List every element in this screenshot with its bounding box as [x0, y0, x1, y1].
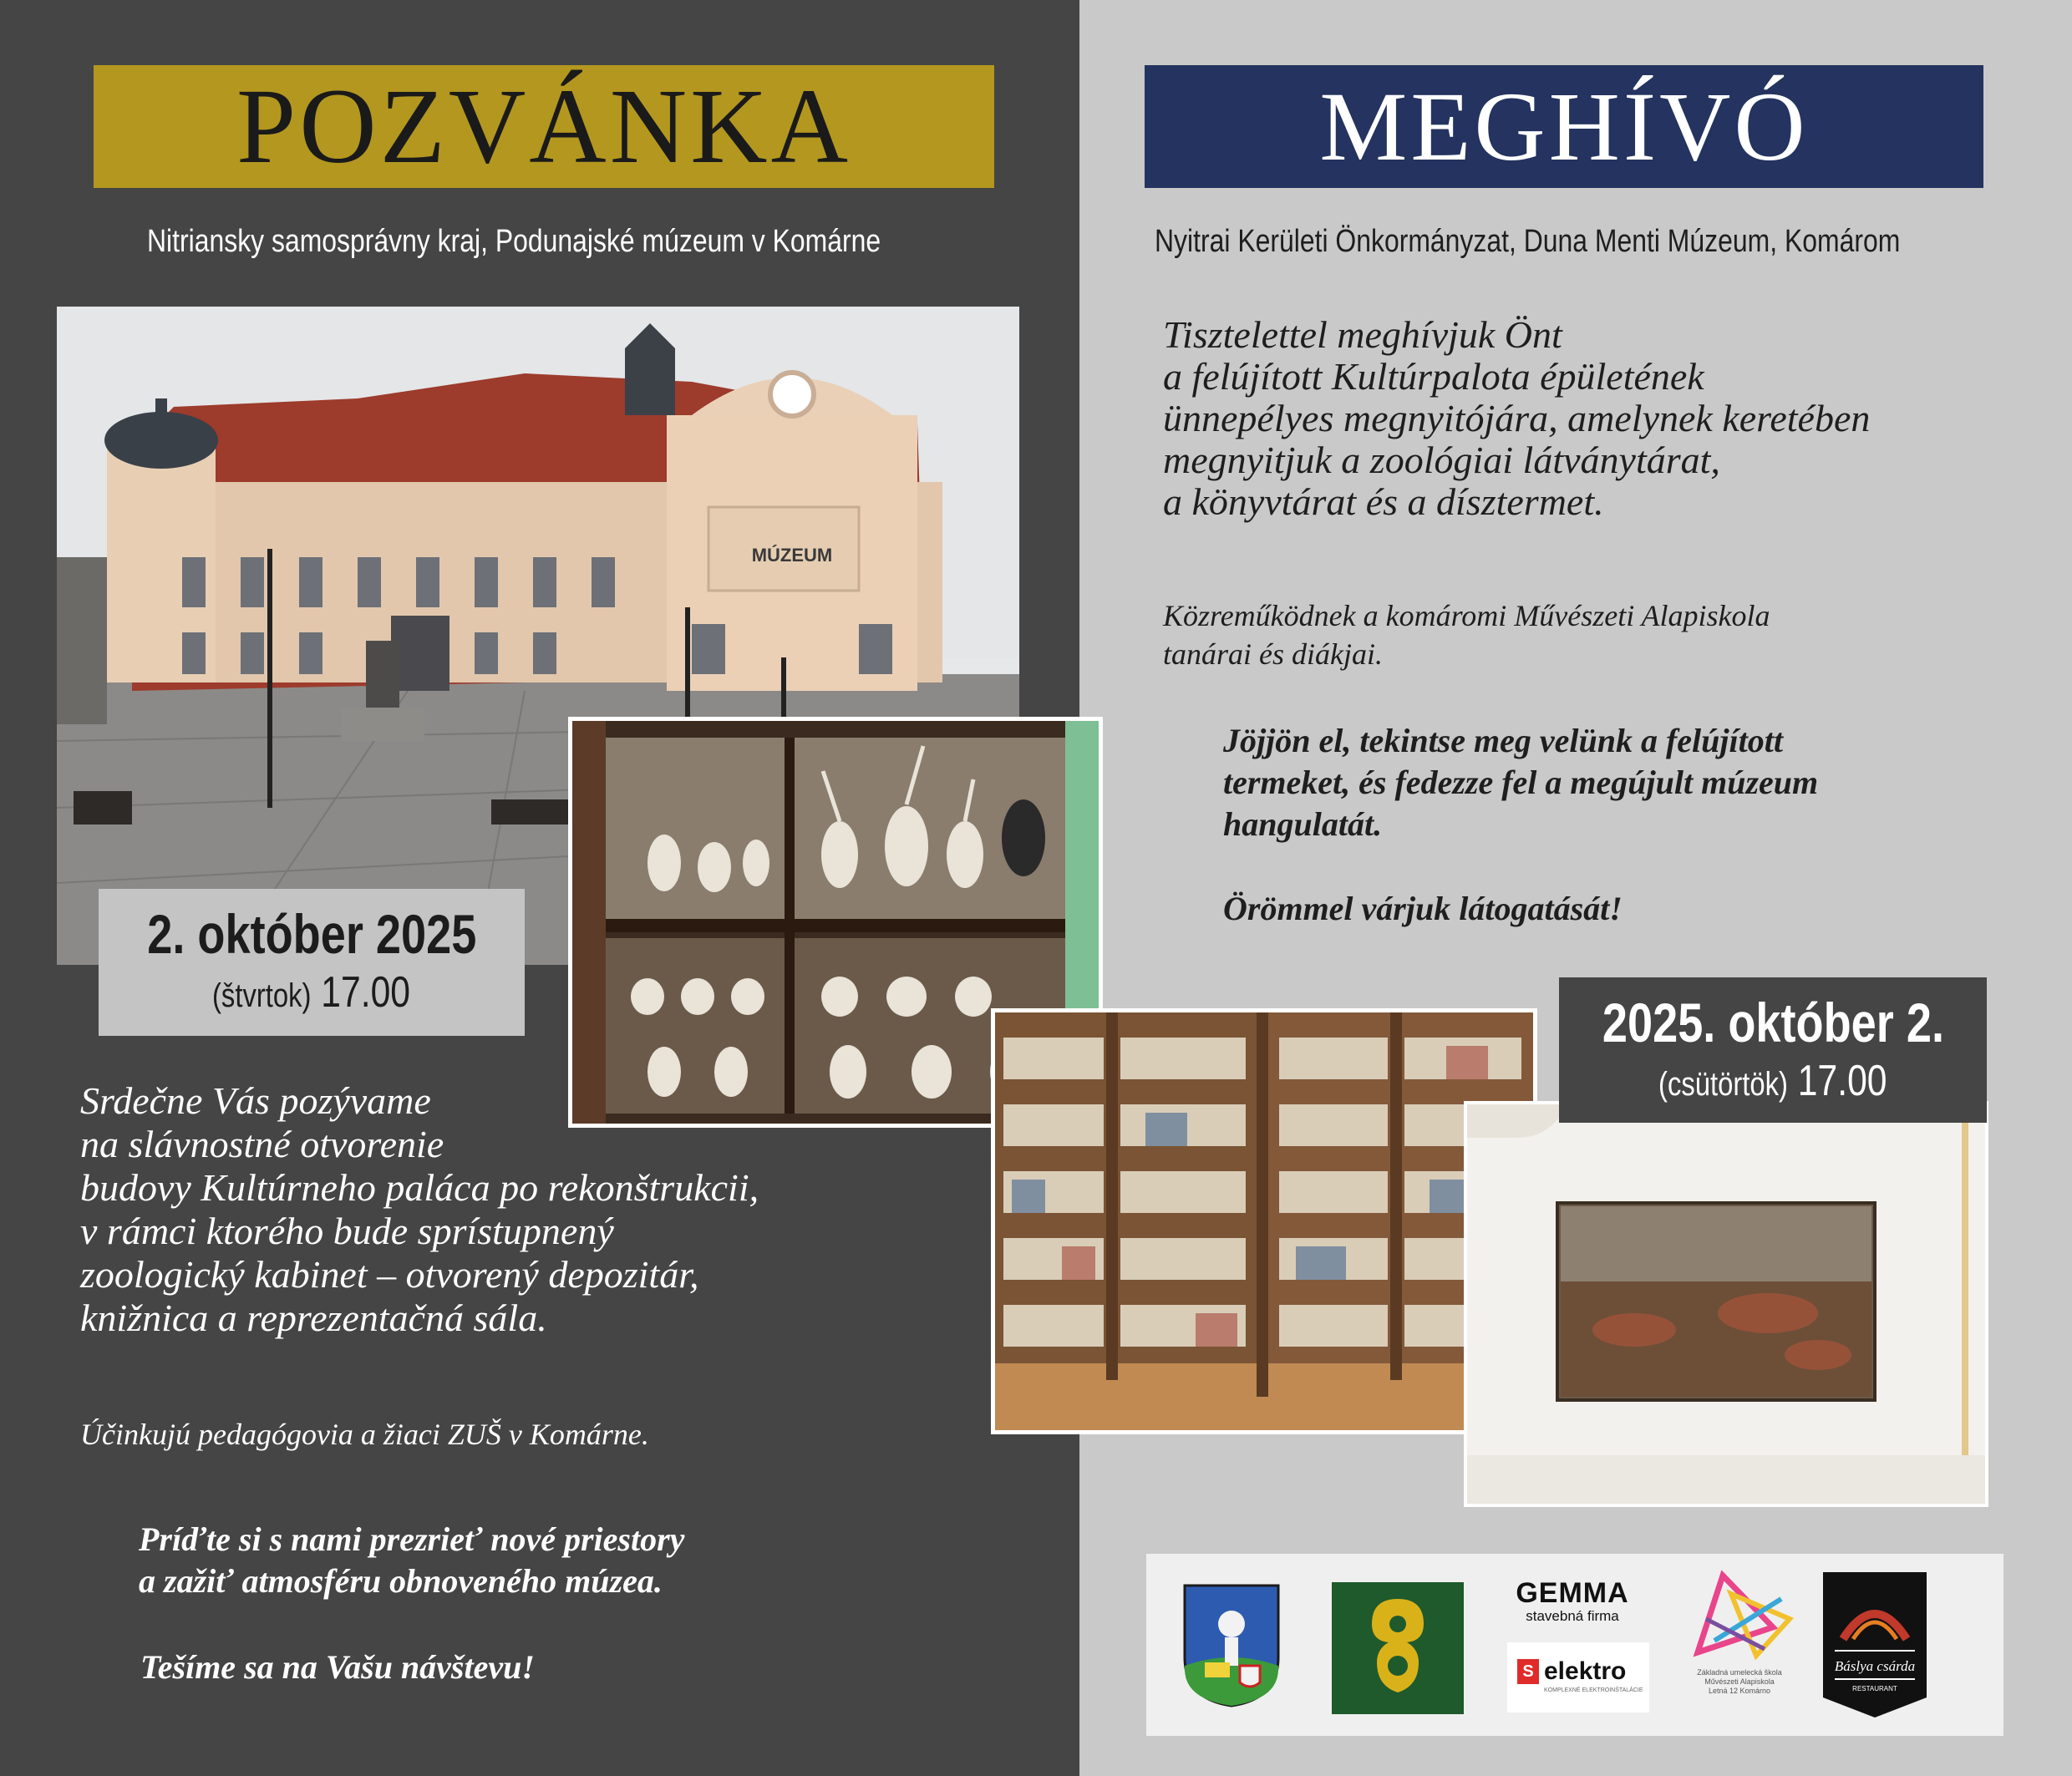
- body-line: a felújított Kultúrpalota épületének: [1163, 355, 1704, 398]
- event-day-hungarian: (csütörtök): [1658, 1066, 1789, 1103]
- body-line: Srdečne Vás pozývame: [80, 1079, 431, 1122]
- note-line: tanárai és diákjai.: [1163, 637, 1383, 671]
- elektro-icon: S: [1517, 1659, 1539, 1684]
- csarda-subtitle: RESTAURANT: [1852, 1685, 1897, 1692]
- zus-line: Letná 12 Komárno: [1708, 1687, 1771, 1695]
- body-line: budovy Kultúrneho paláca po rekonštrukcii,: [80, 1166, 759, 1209]
- event-time-hungarian: 17.00: [1798, 1057, 1887, 1105]
- gemma-logo: [1506, 1577, 1639, 1625]
- museum-logo-icon: [1332, 1582, 1464, 1714]
- sponsor-logo-bar: [1146, 1554, 2003, 1736]
- body-line: na slávnostné otvorenie: [80, 1123, 444, 1165]
- organizers-hungarian: Nyitrai Kerületi Önkormányzat, Duna Menti Múzeum, Komárom: [1155, 224, 1901, 259]
- museum-sign: MÚZEUM: [751, 545, 833, 566]
- invitation-text-hungarian: [1163, 314, 1870, 523]
- call-to-action-slovak: [139, 1519, 684, 1602]
- body-line: ünnepélyes megnyitójára, amelynek keretében: [1163, 397, 1871, 439]
- cta-line: Jöjjön el, tekintse meg velünk a felújított: [1223, 722, 1783, 759]
- csarda-name: Báslya csárda: [1834, 1658, 1916, 1674]
- invitation-text-slovak: [80, 1079, 759, 1340]
- gemma-subtitle: stavebná firma: [1526, 1608, 1619, 1624]
- zus-art-school-logo: [1681, 1569, 1798, 1696]
- cta-line: Príďte si s nami prezrieť nové priestory: [139, 1520, 685, 1558]
- body-line: v rámci ktorého bude sprístupnený: [80, 1210, 614, 1252]
- elektro-name: elektro: [1544, 1657, 1627, 1685]
- event-date-slovak: 2. október 2025: [146, 903, 477, 965]
- zus-line: Művészeti Alapiskola: [1704, 1677, 1775, 1686]
- body-line: Tisztelettel meghívjuk Önt: [1163, 313, 1562, 356]
- event-date-hungarian: 2025. október 2.: [1602, 992, 1944, 1053]
- right-panel-hungarian: [1079, 0, 2072, 1776]
- komarno-coat-of-arms-icon: [1181, 1582, 1282, 1712]
- title-pozvanka: POZVÁNKA: [94, 65, 994, 188]
- body-line: zoologický kabinet – otvorený depozitár,: [80, 1253, 699, 1296]
- event-day-slovak: (štvrtok): [212, 977, 312, 1014]
- date-box-slovak: [99, 889, 525, 1036]
- event-time-slovak: 17.00: [321, 968, 411, 1017]
- gemma-name: GEMMA: [1516, 1577, 1629, 1609]
- library-photo: [991, 1008, 1537, 1434]
- elektro-subtitle: KOMPLEXNÉ ELEKTROINŠTALÁCIE: [1544, 1687, 1643, 1693]
- note-line: Közreműködnek a komáromi Művészeti Alapiskola: [1163, 599, 1770, 632]
- organizers-slovak: Nitriansky samosprávny kraj, Podunajské múzeum v Komárne: [147, 224, 881, 259]
- performers-note-hungarian: [1163, 596, 1770, 673]
- body-line: megnyitjuk a zoológiai látványtárat,: [1163, 439, 1720, 481]
- call-to-action-hungarian: [1223, 720, 1818, 845]
- title-meghivo: MEGHÍVÓ: [1145, 65, 1983, 188]
- zus-triangle-icon: [1681, 1569, 1798, 1661]
- closing-hungarian: Örömmel várjuk látogatását!: [1223, 890, 1623, 927]
- hall-painting-photo: [1464, 1101, 1988, 1507]
- date-box-hungarian: [1559, 977, 1987, 1123]
- cta-line: termeket, és fedezze fel a megújult múzeum: [1223, 764, 1819, 801]
- closing-slovak: Tešíme sa na Vašu návštevu!: [140, 1648, 535, 1686]
- zus-line: Základná umelecká škola: [1697, 1668, 1782, 1677]
- cta-line: hangulatát.: [1223, 805, 1383, 843]
- cta-line: a zažiť atmosféru obnoveného múzea.: [139, 1562, 663, 1600]
- body-line: knižnica a reprezentačná sála.: [80, 1296, 547, 1339]
- baslya-csarda-logo: [1823, 1572, 1927, 1718]
- body-line: a könyvtárat és a dísztermet.: [1163, 480, 1604, 523]
- elektro-logo: [1507, 1642, 1649, 1713]
- performers-note-slovak: Účinkujú pedagógovia a žiaci ZUŠ v Komárne.: [80, 1418, 649, 1451]
